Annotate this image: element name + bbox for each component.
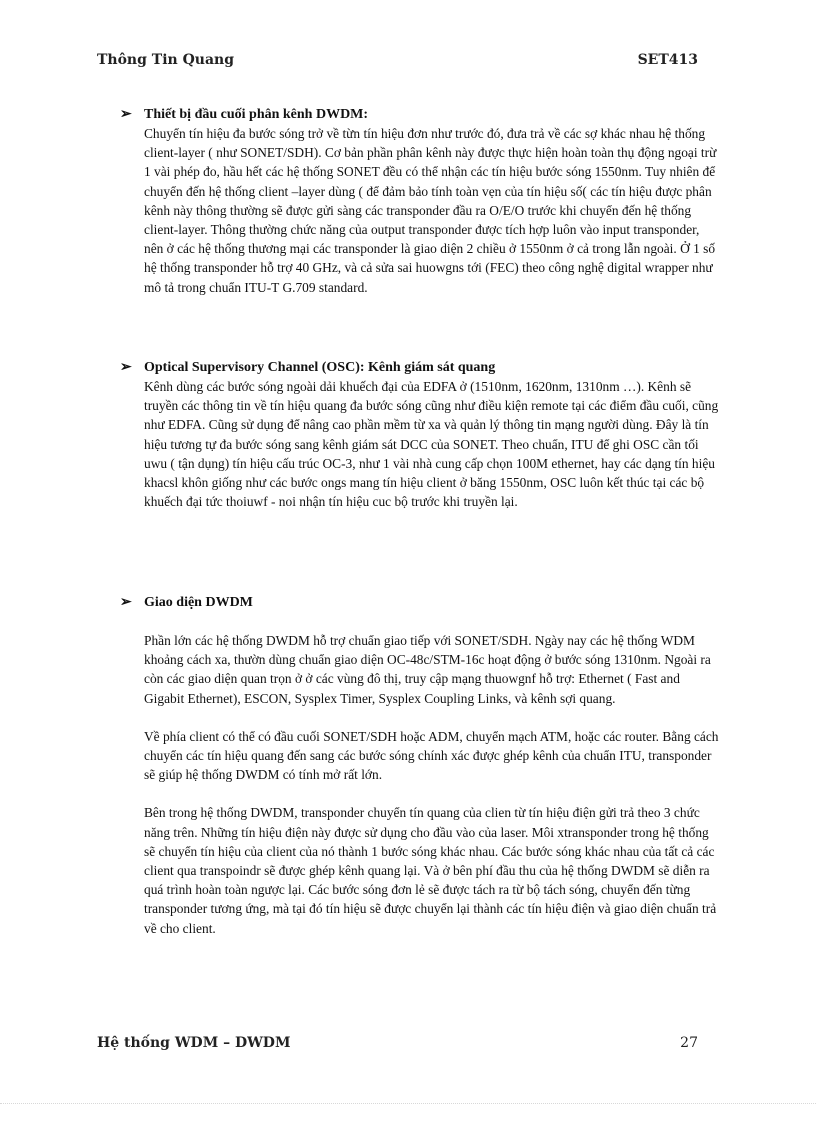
arrow-bullet-icon: ➢: [120, 107, 132, 122]
footer-title: Hệ thống WDM – DWDM: [97, 1035, 291, 1051]
page-number: 27: [680, 1035, 698, 1051]
arrow-bullet-icon: ➢: [120, 595, 132, 610]
section-paragraph: Bên trong hệ thống DWDM, transponder chuyển tín quang của clien từ tín hiệu điện gửi trả theo 3 chức năng trên. Những tín hiệu điện này được sử dụng cho đầu vào của laser. Môi xtransponder trong hệ thống sẽ chuyển tín hiệu của client của nó thành 1 bước sóng khác nhau. Các bước sóng khác nhau của tất cả các client qua transpoindr sẽ được ghép kênh quang lại. Và ở bên phí đầu thu của hệ thống DWDM sẽ diễn ra quá trình hoàn toàn ngược lại. Các bước sóng đơn lẻ sẽ được tách ra từ bộ tách sóng, chuyển đến từng transponder tương ứng, mà tại đó tín hiệu sẽ được chuyển lại thành các tín hiệu điện và giao diện chuẩn trả về cho client.: [144, 805, 717, 936]
page-bottom-divider: [0, 1103, 816, 1104]
section-osc: [120, 358, 720, 511]
section-dwdm-interface: [120, 593, 720, 938]
page-header: [97, 52, 698, 68]
section-title: Optical Supervisory Channel (OSC): Kênh giám sát quang: [144, 360, 496, 375]
section-title: Thiết bị đầu cuối phân kênh DWDM:: [144, 107, 369, 122]
header-code: SET413: [637, 52, 698, 68]
section-paragraph: Kênh dùng các bước sóng ngoài dải khuếch đại của EDFA ở (1510nm, 1620nm, 1310nm …). Kênh sẽ truyền các thông tin về tín hiệu quang đa bước sóng cũng như điều kiện remote tại các điểm đầu cuối, cũng như EDFA. Cũng sử dụng để nâng cao phần mềm từ xa và quản lý thông tin mạng người dùng. Đây là tín hiệu tương tự đa bước sóng sang kênh giám sát DCC của SONET. Theo chuẩn, ITU để ghi OSC cần tối uwu ( tận dụng) tín hiệu cấu trúc OC-3, như 1 vài nhà cung cấp chọn 100M ethernet, hay các dạng tín hiệu khacsl khôn giống như các bước ongs mang tín hiệu client ở băng 1550nm, OSC luôn kết thúc tại các bộ khuếch đại tức thoiuwf - noi nhận tín hiệu cuc bộ trước khi truyền lại.: [144, 379, 719, 510]
section-paragraph: Chuyển tín hiệu đa bước sóng trở về từn tín hiệu đơn như trước đó, đưa trả về các sợ khác nhau hệ thống client-layer ( như SONET/SDH). Cơ bản phần phân kênh này được thực hiện hoàn toàn thụ động ngoại trừ 1 vài phép đo, hầu hết các hệ thống SONET đều có thể nhận các tín hiệu bước sóng 1550nm. Tuy nhiên để chuyển đến hệ thống client –layer dùng ( để đảm bảo tính toàn vẹn của tín hiệu số( các tín hiệu được phân kênh này thông thường sẽ được gửi sàng các transponder đầu ra O/E/O trước khi chuyển đến hệ thống client-layer. Thông thường chức năng của output transponder được tích hợp luôn vào input transponder, nên ở các hệ thống thương mại các transponder là giao diện 2 chiều ở 1550nm ở cả trong lẫn ngoài. Ở 1 số hệ thống transponder hỗ trợ 40 GHz, và cả sửa sai huowgns tới (FEC) theo công nghệ digital wrapper như mô tả trong chuẩn ITU-T G.709 standard.: [144, 126, 717, 295]
page-footer: [97, 1035, 698, 1051]
section-paragraph: Về phía client có thể có đầu cuối SONET/SDH hoặc ADM, chuyển mạch ATM, hoặc các router. Bằng cách chuyển các tín hiệu quang đến sang các bước sóng chính xác được ghép kênh của chuẩn ITU, transponder sẽ giúp hệ thống DWDM có tính mở rất lớn.: [144, 728, 719, 783]
arrow-bullet-icon: ➢: [120, 360, 132, 375]
section-title: Giao diện DWDM: [144, 595, 253, 610]
header-title: Thông Tin Quang: [97, 52, 234, 68]
section-paragraph: Phần lớn các hệ thống DWDM hỗ trợ chuẩn giao tiếp với SONET/SDH. Ngày nay các hệ thống WDM khoảng cách xa, thườn dùng chuẩn giao diện OC-48c/STM-16c hoạt động ở bước sóng 1310nm. Ngoài ra còn các giao diện quan trọn ở ở các vùng đô thị, truy cập mạng thuowgnf hỗ trợ: Ethernet ( Fast and Gigabit Ethernet), ESCON, Sysplex Timer, Sysplex Coupling Links, và kênh sợi quang.: [144, 633, 711, 706]
section-dwdm-demux: [120, 105, 720, 297]
